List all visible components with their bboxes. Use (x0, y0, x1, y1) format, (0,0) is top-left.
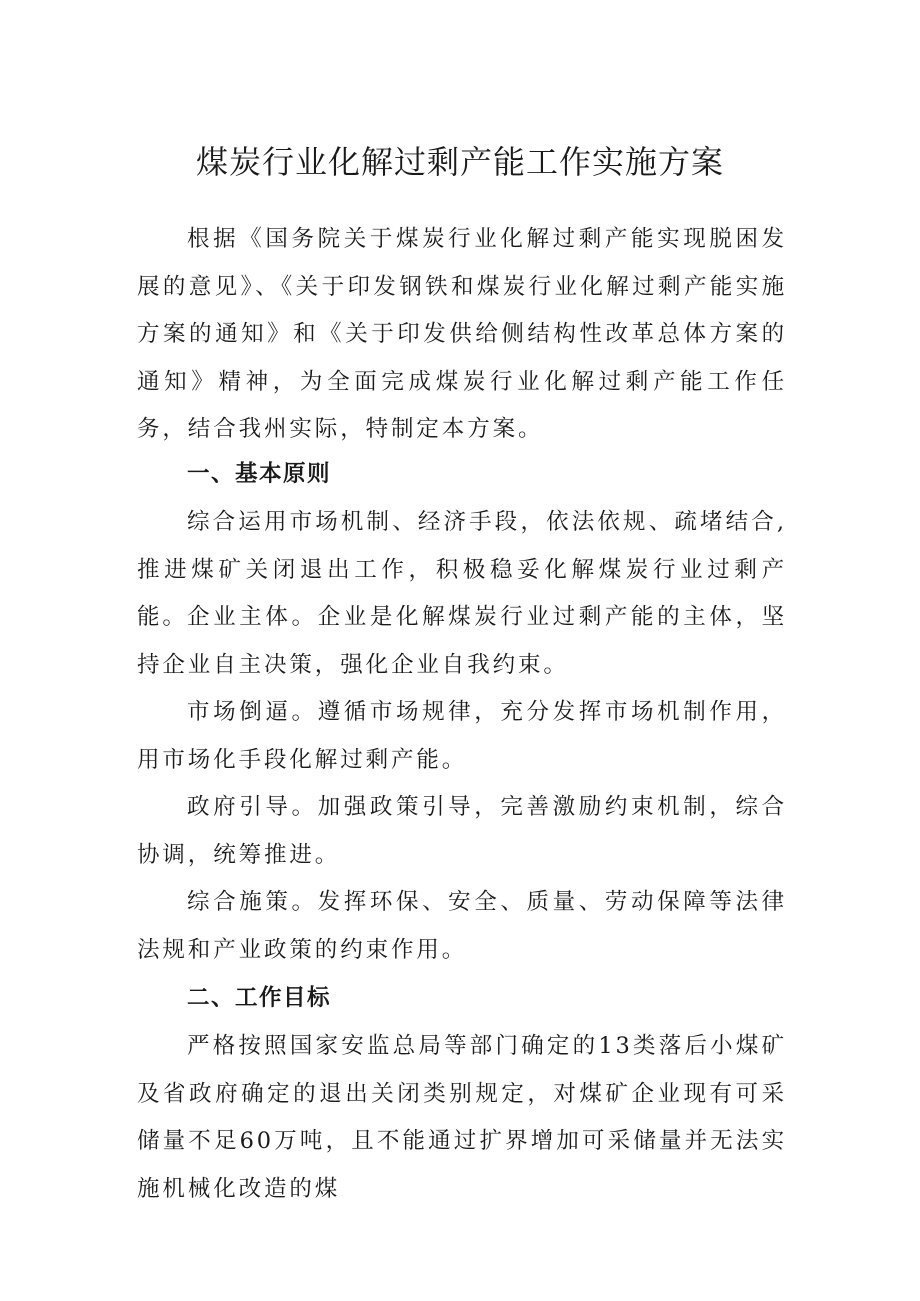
principle-enterprise-paragraph: 企业主体。企业是化解煤炭行业过剩产能的主体，坚持企业自主决策，强化企业自我约束。 (137, 604, 787, 678)
principle-comprehensive-paragraph: 综合施策。发挥环保、安全、质量、劳动保障等法律法规和产业政策的约束作用。 (137, 889, 787, 963)
principles-paragraph: 综合运用市场机制、经济手段，依法依规、疏堵结合,推进煤矿关闭退出工作，积极稳妥化解煤炭行业过剩产能。 (137, 509, 787, 631)
intro-paragraph: 根据《国务院关于煤炭行业化解过剩产能实现脱困发展的意见》、《关于印发钢铁和煤炭行业化解过剩产能实施方案的通知》和《关于印发供给侧结构性改革总体方案的通知》精神，为全面完成煤炭行业化解过剩产能工作任务，结合我州实际，特制定本方案。 (137, 226, 787, 443)
principle-government-paragraph: 政府引导。加强政策引导，完善激励约束机制，综合协调，统筹推进。 (137, 794, 787, 868)
goals-paragraph: 严格按照国家安监总局等部门确定的13类落后小煤矿及省政府确定的退出关闭类别规定，对煤矿企业现有可采储量不足60万吨，且不能通过扩界增加可采储量并无法实施机械化改造的煤 (137, 1033, 787, 1202)
section-heading-principles: 一、基本原则 (187, 461, 332, 487)
principle-market-paragraph: 市场倒逼。遵循市场规律，充分发挥市场机制作用，用市场化手段化解过剩产能。 (137, 699, 787, 773)
document-title: 煤炭行业化解过剩产能工作实施方案 (195, 143, 724, 181)
section-heading-goals: 二、工作目标 (187, 985, 332, 1011)
